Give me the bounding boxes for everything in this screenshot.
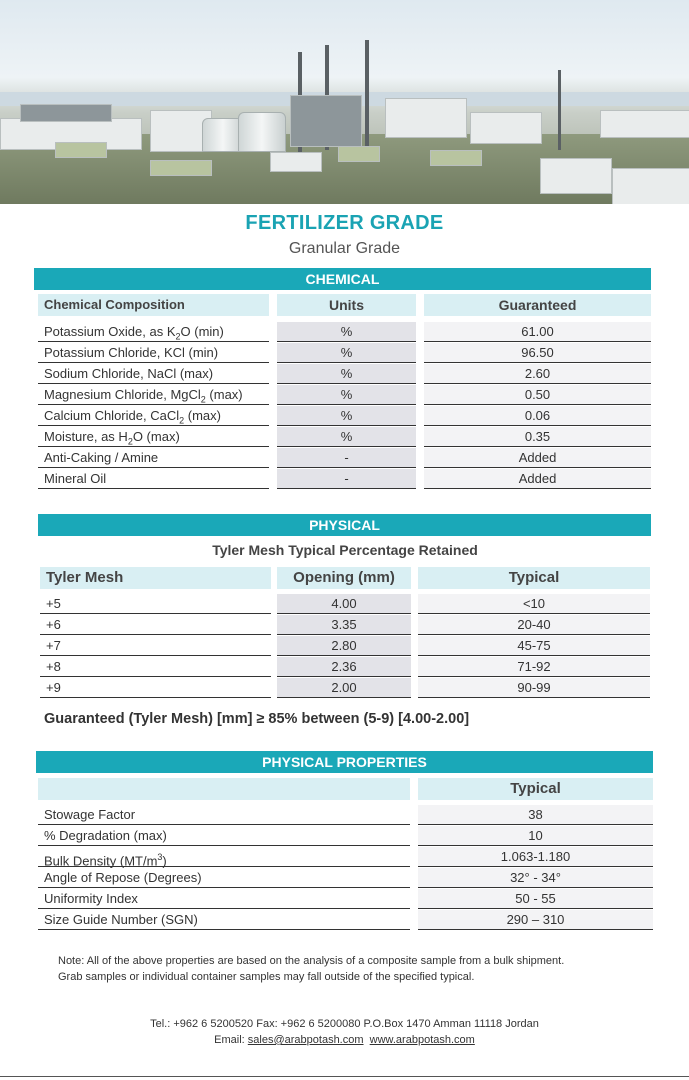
guaranteed-cell: 2.60: [424, 364, 651, 384]
mesh-cell: +6: [40, 615, 271, 635]
unit-cell: %: [277, 343, 416, 363]
footnote: [58, 953, 648, 985]
property-value: 50 - 55: [418, 889, 653, 909]
subscript: 2: [175, 331, 181, 342]
col-header-guaranteed: Guaranteed: [424, 294, 651, 316]
unit-cell: %: [277, 385, 416, 405]
col-header-units: Units: [277, 294, 416, 316]
opening-cell: 2.00: [277, 678, 411, 698]
composition-name: [38, 406, 269, 426]
guaranteed-cell: 0.35: [424, 427, 651, 447]
guaranteed-cell: 0.50: [424, 385, 651, 405]
composition-name: [38, 343, 269, 363]
composition-name: [38, 469, 269, 489]
composition-text: Potassium Chloride, KCl (min): [44, 345, 219, 360]
footer-rule: [0, 1076, 689, 1077]
col-header-typical: Typical: [418, 567, 650, 589]
contact-phone-address: Tel.: +962 6 5200520 Fax: +962 6 5200080 P.O.Box 1470 Amman 11118 Jordan: [150, 1018, 539, 1030]
subscript: 2: [127, 436, 133, 447]
opening-cell: 2.36: [277, 657, 411, 677]
composition-text: Moisture, as H: [44, 429, 128, 444]
property-value: 32° - 34°: [418, 868, 653, 888]
property-text: Size Guide Number (SGN): [44, 912, 198, 927]
opening-cell: 3.35: [277, 615, 411, 635]
composition-text: Calcium Chloride, CaCl: [44, 408, 180, 423]
property-name: [38, 826, 410, 846]
unit-cell: %: [277, 406, 416, 426]
typical-cell: <10: [418, 594, 650, 614]
composition-name: [38, 448, 269, 468]
col-header-composition: Chemical Composition: [38, 294, 269, 316]
guaranteed-cell: 61.00: [424, 322, 651, 342]
property-name: [38, 910, 410, 930]
typical-cell: 45-75: [418, 636, 650, 656]
unit-cell: -: [277, 469, 416, 489]
composition-name: [38, 385, 269, 405]
guaranteed-cell: 96.50: [424, 343, 651, 363]
composition-text: Mineral Oil: [44, 471, 107, 486]
typical-cell: 20-40: [418, 615, 650, 635]
mesh-cell: +8: [40, 657, 271, 677]
mesh-cell: +7: [40, 636, 271, 656]
property-text: Bulk Density (MT/m: [44, 853, 158, 869]
subscript: 2: [179, 415, 185, 426]
property-value: 290 – 310: [418, 910, 653, 930]
contact-online: [0, 1034, 689, 1046]
email-link[interactable]: sales@arabpotash.com: [247, 1034, 364, 1046]
properties-blank-header: [38, 778, 410, 800]
mesh-guarantee-statement: Guaranteed (Tyler Mesh) [mm] ≥ 85% between (5-9) [4.00-2.00]: [44, 711, 470, 727]
mesh-cell: +9: [40, 678, 271, 698]
superscript: 3: [157, 852, 163, 862]
physical-subtitle: Tyler Mesh Typical Percentage Retained: [212, 542, 478, 558]
property-name: [38, 805, 410, 825]
typical-cell: 90-99: [418, 678, 650, 698]
properties-section-header: PHYSICAL PROPERTIES: [36, 751, 653, 773]
property-text: % Degradation (max): [44, 828, 167, 843]
chemical-section-header: CHEMICAL: [34, 268, 651, 290]
property-text: Stowage Factor: [44, 807, 136, 822]
composition-text: Potassium Oxide, as K: [44, 324, 176, 339]
typical-cell: 71-92: [418, 657, 650, 677]
opening-cell: 2.80: [277, 636, 411, 656]
unit-cell: %: [277, 322, 416, 342]
property-name: [38, 868, 410, 888]
property-value: 10: [418, 826, 653, 846]
mesh-cell: +5: [40, 594, 271, 614]
unit-cell: -: [277, 448, 416, 468]
col-header-prop-typical: Typical: [418, 778, 653, 800]
property-name: [38, 889, 410, 909]
subscript: 2: [200, 394, 206, 405]
composition-text: Magnesium Chloride, MgCl: [44, 387, 201, 402]
composition-name: [38, 427, 269, 447]
composition-name: [38, 322, 269, 342]
composition-name: [38, 364, 269, 384]
opening-cell: 4.00: [277, 594, 411, 614]
plant-photo: [0, 0, 689, 204]
unit-cell: %: [277, 427, 416, 447]
composition-text-suffix: O (max): [132, 429, 180, 444]
guaranteed-cell: Added: [424, 448, 651, 468]
unit-cell: %: [277, 364, 416, 384]
composition-text: Anti-Caking / Amine: [44, 450, 159, 465]
guaranteed-cell: 0.06: [424, 406, 651, 426]
property-text: Uniformity Index: [44, 891, 138, 906]
property-name: [38, 847, 410, 867]
property-value: 38: [418, 805, 653, 825]
website-link[interactable]: www.arabpotash.com: [369, 1034, 475, 1046]
email-label: Email:: [214, 1034, 248, 1046]
guaranteed-cell: Added: [424, 469, 651, 489]
composition-text-suffix: (max): [205, 387, 243, 402]
footnote-line-2: Grab samples or individual container samples may fall outside of the specified typical.: [58, 971, 475, 983]
footnote-line-1: Note: All of the above properties are based on the analysis of a composite sample from a bulk shipment.: [58, 955, 565, 967]
property-text-suffix: ): [162, 853, 167, 869]
property-text: Angle of Repose (Degrees): [44, 870, 202, 885]
property-value: 1.063-1.180: [418, 847, 653, 867]
physical-section-header: PHYSICAL: [38, 514, 651, 536]
col-header-tyler-mesh: Tyler Mesh: [40, 567, 271, 589]
col-header-opening: Opening (mm): [277, 567, 411, 589]
composition-text: Sodium Chloride, NaCl (max): [44, 366, 214, 381]
page-title: FERTILIZER GRADE: [245, 212, 444, 234]
page-subtitle: Granular Grade: [288, 240, 401, 257]
composition-text-suffix: O (min): [180, 324, 224, 339]
composition-text-suffix: (max): [184, 408, 221, 423]
